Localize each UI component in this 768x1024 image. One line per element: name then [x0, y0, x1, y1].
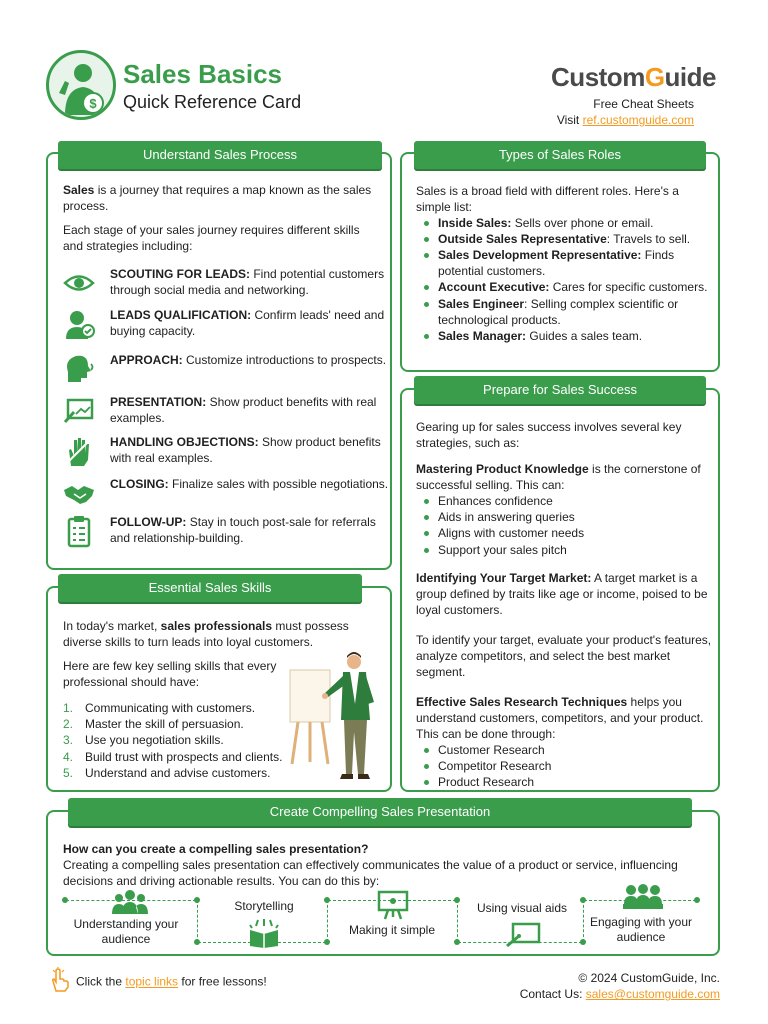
pk-title: Mastering Product Knowledge [416, 462, 589, 477]
person-check-icon [62, 307, 96, 341]
audience-icon [623, 884, 663, 910]
sales-skills-banner[interactable]: Essential Sales Skills [58, 574, 362, 602]
role-text: : Travels to sell. [606, 232, 691, 247]
stage-closing [62, 476, 389, 512]
hand-pointer-icon [50, 967, 70, 998]
pk-list [416, 493, 712, 557]
role-title: Sales Manager: [438, 328, 527, 343]
brand-part2: uide [664, 62, 716, 92]
screen-pointer-icon [505, 922, 541, 948]
item-text: Understand and advise customers. [85, 765, 271, 780]
click-text-b: for free lessons! [178, 974, 267, 989]
sales-intro-rest: is a journey that requires a map known as the sales process. [63, 183, 372, 214]
presentation-text: Creating a compelling sales presentation can effectively communicates the value of a product or service, influencing decisions and driving actionable results. You can do this by: [63, 858, 678, 889]
role-text: Guides a sales team. [526, 328, 643, 343]
list-item: Customer Research [416, 742, 712, 758]
stage-approach [62, 352, 387, 388]
rt-list [416, 742, 712, 790]
sales-roles-banner[interactable]: Types of Sales Roles [414, 141, 706, 169]
stage-text: Show product benefits with real examples. [110, 395, 377, 426]
eye-icon [62, 266, 96, 300]
tm-para: To identify your target, evaluate your product's features, analyze competitors, and select the best market segment. [416, 632, 712, 680]
stage-title: APPROACH: [110, 353, 183, 367]
flow-line [197, 900, 198, 942]
sales-process-intro [63, 182, 381, 262]
sales-bold: Sales [63, 183, 95, 197]
list-item [416, 247, 712, 279]
list-item: Product Research [416, 774, 712, 790]
step-engaging-audience: Engaging with your audience [589, 915, 693, 944]
skills-p1-b: must possess diverse skills to turn leads into loyal customers. [63, 619, 349, 650]
presentation-banner[interactable]: Create Compelling Sales Presentation [68, 798, 692, 826]
footer-tip [50, 967, 267, 998]
customguide-logo[interactable] [551, 60, 716, 94]
stage-title: LEADS QUALIFICATION: [110, 308, 252, 322]
stage-title: HANDLING OBJECTIONS: [110, 435, 259, 449]
item-number: 2. [63, 717, 74, 732]
success-intro: Gearing up for sales success involves several key strategies, such as: [416, 420, 682, 451]
list-item: Enhances confidence [416, 493, 712, 509]
list-item [416, 328, 712, 344]
page-subtitle: Quick Reference Card [123, 92, 302, 112]
list-item [416, 279, 712, 295]
sales-logo-icon [46, 50, 116, 120]
stage-title: FOLLOW-UP: [110, 515, 187, 529]
item-text: Communicating with customers. [85, 701, 256, 716]
stage-followup [62, 514, 382, 550]
visit-label: Visit [556, 113, 580, 128]
sales-para2: Each stage of your sales journey requires different skills and strategies including: [63, 223, 360, 254]
item-number: 5. [63, 765, 74, 780]
speaking-head-icon [62, 352, 96, 386]
presentation-content [63, 841, 713, 889]
list-item: Aligns with customer needs [416, 525, 712, 541]
item-number: 4. [63, 749, 74, 764]
contact-label: Contact Us: [519, 987, 586, 1002]
stage-text: Show product benefits with real examples. [110, 435, 381, 466]
step-storytelling: Storytelling [234, 899, 294, 913]
step-understanding-audience: Understanding your audience [73, 917, 179, 946]
stage-title: PRESENTATION: [110, 395, 207, 409]
list-item [416, 231, 712, 247]
stage-objections [62, 434, 382, 470]
skills-p2: Here are few key selling skills that every professional should have: [63, 659, 277, 690]
brand-part1: Custom [551, 62, 645, 92]
presentation-board-icon [62, 394, 96, 428]
skills-p1-a: In today's market, [63, 619, 161, 633]
clipboard-icon [62, 514, 96, 548]
role-text: Finds potential customers. [438, 248, 675, 279]
cheat-sheets-text: Free Cheat Sheets [593, 97, 694, 111]
role-title: Sales Development Representative: [438, 248, 642, 263]
role-text: Sells over phone or email. [511, 216, 654, 231]
role-title: Sales Engineer [438, 296, 525, 311]
open-book-icon [248, 918, 280, 948]
stage-text: Confirm leads' need and buying capacity. [110, 308, 385, 339]
tm-text: A target market is a group defined by traits like age or income, poised to be loyal customers. [416, 570, 708, 617]
item-text: Build trust with prospects and clients. [85, 749, 283, 764]
role-title: Inside Sales: [438, 216, 512, 231]
list-item [416, 296, 712, 328]
pk-text: is the cornerstone of successful selling. This can: [416, 462, 701, 493]
role-title: Outside Sales Representative [438, 232, 607, 247]
list-item [416, 215, 712, 231]
roles-list [416, 215, 712, 344]
item-number: 3. [63, 733, 74, 748]
roles-intro: Sales is a broad field with different roles. Here's a simple list: [416, 184, 679, 215]
footer-contact [520, 970, 720, 1002]
group-icon [110, 888, 150, 914]
role-title: Account Executive: [438, 280, 550, 295]
stage-title: SCOUTING FOR LEADS: [110, 267, 250, 281]
flow-line [457, 900, 458, 942]
click-text-a: Click the [76, 974, 126, 989]
sales-roles-content [416, 183, 712, 344]
list-item: Competitor Research [416, 758, 712, 774]
item-number: 1. [63, 701, 74, 716]
stage-text: Stay in touch post-sale for referrals and relationship-building. [110, 515, 376, 546]
stage-text: Finalize sales with possible negotiations. [168, 477, 389, 491]
rt-text: helps you understand customers, competitors, and your product. This can be done through: [416, 695, 704, 742]
role-text: Cares for specific customers. [549, 280, 708, 295]
flow-line [327, 900, 328, 942]
handshake-icon [62, 476, 96, 510]
sales-success-content [416, 419, 712, 791]
stage-qualification [62, 307, 385, 343]
raised-hand-icon [62, 434, 96, 468]
ref-link[interactable]: ref.customguide.com [582, 113, 694, 128]
item-text: Master the skill of persuasion. [85, 717, 244, 732]
brand-g: G [644, 62, 665, 92]
skills-p1-bold: sales professionals [160, 619, 273, 633]
step-visual-aids: Using visual aids [476, 901, 568, 915]
sales-success-banner[interactable]: Prepare for Sales Success [414, 376, 706, 404]
rt-title: Effective Sales Research Techniques [416, 695, 628, 710]
page-title: Sales Basics [123, 59, 283, 89]
contact-email-link[interactable]: sales@customguide.com [585, 987, 720, 1002]
brand-tagline [557, 96, 694, 128]
stage-text: Find potential customers through social media and networking. [110, 267, 385, 298]
stage-text: Customize introductions to prospects. [182, 353, 387, 367]
topic-links[interactable]: topic links [125, 974, 179, 989]
role-text: : Selling complex scientific or technological products. [438, 296, 679, 327]
list-item: Aids in answering queries [416, 509, 712, 525]
presentation-question: How can you create a compelling sales presentation? [63, 842, 369, 856]
presenter-board-icon [377, 890, 409, 920]
list-item: Support your sales pitch [416, 542, 712, 558]
stage-title: CLOSING: [110, 477, 169, 491]
tm-title: Identifying Your Target Market: [416, 570, 592, 585]
stage-scouting [62, 266, 385, 302]
presenter-illustration [288, 652, 388, 784]
sales-process-banner[interactable]: Understand Sales Process [58, 141, 382, 169]
step-making-simple: Making it simple [348, 923, 436, 937]
stage-presentation [62, 394, 382, 430]
item-text: Use you negotiation skills. [85, 733, 224, 748]
flow-dot [694, 897, 700, 903]
svg-text:$: $ [89, 96, 97, 111]
copyright: © 2024 CustomGuide, Inc. [578, 971, 720, 985]
